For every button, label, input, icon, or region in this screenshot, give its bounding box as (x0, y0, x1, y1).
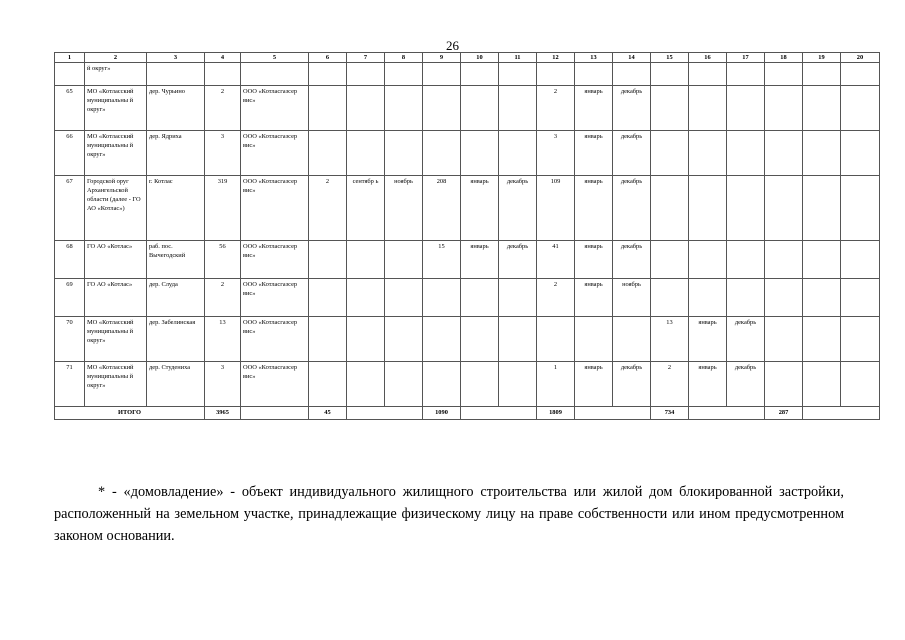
column-header: 11 (499, 53, 537, 63)
table-cell (803, 362, 841, 407)
table-cell: 65 (55, 86, 85, 131)
table-cell: МО «Котласский муниципальны й округ» (85, 131, 147, 176)
table-cell: ООО «Котласгазсер вис» (241, 279, 309, 317)
table-cell (765, 279, 803, 317)
table-cell (499, 131, 537, 176)
table-row (55, 362, 880, 407)
table-cell (499, 317, 537, 362)
table-cell (765, 131, 803, 176)
table-cell: декабрь (499, 241, 537, 279)
table-cell: Городской оруг Архангельской области (далее - ГО АО «Котлас») (85, 176, 147, 241)
table-cell (461, 279, 499, 317)
table-cell: декабрь (613, 86, 651, 131)
table-cell: 2 (205, 86, 241, 131)
table-cell: раб. пос. Вычегодский (147, 241, 205, 279)
table-cell (803, 241, 841, 279)
table-cell (765, 317, 803, 362)
table-cell: январь (575, 86, 613, 131)
table-cell: 3 (205, 131, 241, 176)
table-cell: 13 (651, 317, 689, 362)
table-cell (803, 176, 841, 241)
total-label: ИТОГО (55, 407, 205, 420)
table-row (55, 279, 880, 317)
table-cell: январь (461, 176, 499, 241)
table-cell (575, 317, 613, 362)
table-cell (689, 86, 727, 131)
column-header: 4 (205, 53, 241, 63)
table-row (55, 176, 880, 241)
table-cell: январь (575, 131, 613, 176)
table-cell: декабрь (613, 241, 651, 279)
table-cell: дер. Студениха (147, 362, 205, 407)
table-cell (385, 86, 423, 131)
total-cell: 734 (651, 407, 689, 420)
page-number: 26 (446, 38, 459, 53)
table-cell: 1 (537, 362, 575, 407)
table-cell (803, 131, 841, 176)
table-cell (385, 362, 423, 407)
table-cell (347, 63, 385, 86)
column-header: 7 (347, 53, 385, 63)
total-cell (689, 407, 765, 420)
table-cell (461, 63, 499, 86)
table-cell: 2 (537, 86, 575, 131)
table-body (55, 63, 880, 420)
table-cell (841, 176, 880, 241)
table-cell (309, 241, 347, 279)
table-cell (309, 86, 347, 131)
table-cell: декабрь (727, 362, 765, 407)
table-cell (241, 63, 309, 86)
table-cell (803, 317, 841, 362)
table-cell (347, 86, 385, 131)
table-cell: январь (575, 241, 613, 279)
table-cell (423, 362, 461, 407)
table-cell: ООО «Котласгазсер вис» (241, 176, 309, 241)
table-cell (613, 63, 651, 86)
table-cell (423, 317, 461, 362)
table-cell (423, 86, 461, 131)
table-cell (309, 362, 347, 407)
table-cell: й округ» (85, 63, 147, 86)
table-cell: дер. Слуда (147, 279, 205, 317)
table-cell (461, 317, 499, 362)
table-row (55, 241, 880, 279)
table-cell (765, 176, 803, 241)
table-cell (651, 176, 689, 241)
table-cell (461, 131, 499, 176)
table-cell (147, 63, 205, 86)
table-cell: 2 (537, 279, 575, 317)
table-cell (727, 86, 765, 131)
table-cell (499, 63, 537, 86)
table-cell (651, 131, 689, 176)
table-cell (499, 86, 537, 131)
column-header: 3 (147, 53, 205, 63)
total-cell: 45 (309, 407, 347, 420)
table-cell (537, 317, 575, 362)
table-cell: ООО «Котласгазсер вис» (241, 131, 309, 176)
table-cell: 2 (205, 279, 241, 317)
table-cell (499, 362, 537, 407)
table-cell (385, 63, 423, 86)
table-cell: январь (461, 241, 499, 279)
data-table (54, 52, 880, 420)
table-row-total (55, 407, 880, 420)
table-cell (841, 86, 880, 131)
table-cell: январь (689, 317, 727, 362)
table-cell: ООО «Котласгазсер вис» (241, 86, 309, 131)
table-cell (461, 362, 499, 407)
table-cell: ООО «Котласгазсер вис» (241, 241, 309, 279)
column-header: 8 (385, 53, 423, 63)
table-cell (651, 86, 689, 131)
table-cell: ООО «Котласгазсер вис» (241, 317, 309, 362)
table-cell: МО «Котласский муниципальны й округ» (85, 86, 147, 131)
table-header (55, 53, 880, 63)
table-row (55, 131, 880, 176)
table-cell: 66 (55, 131, 85, 176)
table-cell: ООО «Котласгазсер вис» (241, 362, 309, 407)
column-header: 19 (803, 53, 841, 63)
table-cell (651, 241, 689, 279)
table-cell (347, 362, 385, 407)
table-row-continuation (55, 63, 880, 86)
table-cell: декабрь (499, 176, 537, 241)
table-cell (55, 63, 85, 86)
table-cell (347, 279, 385, 317)
table-cell (347, 241, 385, 279)
table-cell (841, 241, 880, 279)
table-cell (765, 241, 803, 279)
table-cell: 56 (205, 241, 241, 279)
table-cell: дер. Ядриха (147, 131, 205, 176)
table-cell (765, 362, 803, 407)
column-header: 15 (651, 53, 689, 63)
column-header: 17 (727, 53, 765, 63)
table-cell (347, 317, 385, 362)
table-cell: ГО АО «Котлас» (85, 241, 147, 279)
table-cell: 2 (651, 362, 689, 407)
table-cell (765, 63, 803, 86)
total-cell: 1809 (537, 407, 575, 420)
table-cell: январь (575, 176, 613, 241)
column-header: 18 (765, 53, 803, 63)
table-cell (309, 317, 347, 362)
table-cell (803, 63, 841, 86)
table-cell: 2 (309, 176, 347, 241)
total-cell: 287 (765, 407, 803, 420)
table-cell: дер. Забелинская (147, 317, 205, 362)
table-cell: 15 (423, 241, 461, 279)
table-cell: 13 (205, 317, 241, 362)
table-cell: декабрь (613, 131, 651, 176)
table-cell: 71 (55, 362, 85, 407)
table-cell (727, 241, 765, 279)
table-cell: декабрь (613, 362, 651, 407)
table-cell (727, 63, 765, 86)
column-header: 10 (461, 53, 499, 63)
table-cell (461, 86, 499, 131)
table-cell (423, 131, 461, 176)
column-header: 20 (841, 53, 880, 63)
total-cell (461, 407, 537, 420)
table-cell (689, 131, 727, 176)
table-cell: 70 (55, 317, 85, 362)
table-cell (575, 63, 613, 86)
table-cell (841, 279, 880, 317)
table-cell: 68 (55, 241, 85, 279)
table-cell (803, 279, 841, 317)
table-cell (385, 279, 423, 317)
table-cell: 319 (205, 176, 241, 241)
table-cell (385, 317, 423, 362)
table-cell: 69 (55, 279, 85, 317)
table-cell: 109 (537, 176, 575, 241)
table-cell (423, 63, 461, 86)
table-cell (423, 279, 461, 317)
table-cell (613, 317, 651, 362)
table-cell: 41 (537, 241, 575, 279)
table-cell (385, 241, 423, 279)
table-cell (651, 279, 689, 317)
table-cell (841, 317, 880, 362)
table-cell: декабрь (613, 176, 651, 241)
table-cell: январь (689, 362, 727, 407)
column-header: 16 (689, 53, 727, 63)
table-cell: 208 (423, 176, 461, 241)
table-cell: дер. Чурьино (147, 86, 205, 131)
table-cell: сентябр ь (347, 176, 385, 241)
table-cell: МО «Котласский муниципальны й округ» (85, 317, 147, 362)
table-cell (727, 131, 765, 176)
table-cell (309, 279, 347, 317)
table-cell: ноябрь (613, 279, 651, 317)
table-cell (841, 362, 880, 407)
table-cell (689, 176, 727, 241)
total-cell: 3965 (205, 407, 241, 420)
column-header: 2 (85, 53, 147, 63)
total-cell (803, 407, 880, 420)
table-cell (309, 63, 347, 86)
table-cell (727, 176, 765, 241)
table-cell: 3 (205, 362, 241, 407)
total-cell (347, 407, 423, 420)
table-cell (841, 63, 880, 86)
table-cell: МО «Котласский муниципальны й округ» (85, 362, 147, 407)
column-header: 6 (309, 53, 347, 63)
table-cell (803, 86, 841, 131)
table-cell (727, 279, 765, 317)
column-header: 13 (575, 53, 613, 63)
table-row (55, 86, 880, 131)
column-header: 12 (537, 53, 575, 63)
table-cell (347, 131, 385, 176)
table-cell (689, 63, 727, 86)
table-cell (651, 63, 689, 86)
column-header: 5 (241, 53, 309, 63)
table-cell (841, 131, 880, 176)
table-cell: 67 (55, 176, 85, 241)
total-cell (575, 407, 651, 420)
total-cell: 1090 (423, 407, 461, 420)
table-row (55, 317, 880, 362)
table-cell: ГО АО «Котлас» (85, 279, 147, 317)
table-cell (205, 63, 241, 86)
column-header: 1 (55, 53, 85, 63)
table-cell: январь (575, 279, 613, 317)
table-cell: декабрь (727, 317, 765, 362)
table-cell (689, 241, 727, 279)
column-header: 14 (613, 53, 651, 63)
table-cell: ноябрь (385, 176, 423, 241)
table-cell: январь (575, 362, 613, 407)
table-cell (385, 131, 423, 176)
table-cell (689, 279, 727, 317)
table-cell (537, 63, 575, 86)
table-cell (765, 86, 803, 131)
table-cell: г. Котлас (147, 176, 205, 241)
table-cell: 3 (537, 131, 575, 176)
table-cell (499, 279, 537, 317)
footnote: * - «домовладение» - объект индивидуального жилищного строительства или жилой дом блокированной застройки, расположенный на земельном участке, принадлежащие физическому лицу на праве собственности или ином предусмотренном законом основании. (54, 484, 844, 545)
table-cell (309, 131, 347, 176)
total-cell (241, 407, 309, 420)
column-header: 9 (423, 53, 461, 63)
